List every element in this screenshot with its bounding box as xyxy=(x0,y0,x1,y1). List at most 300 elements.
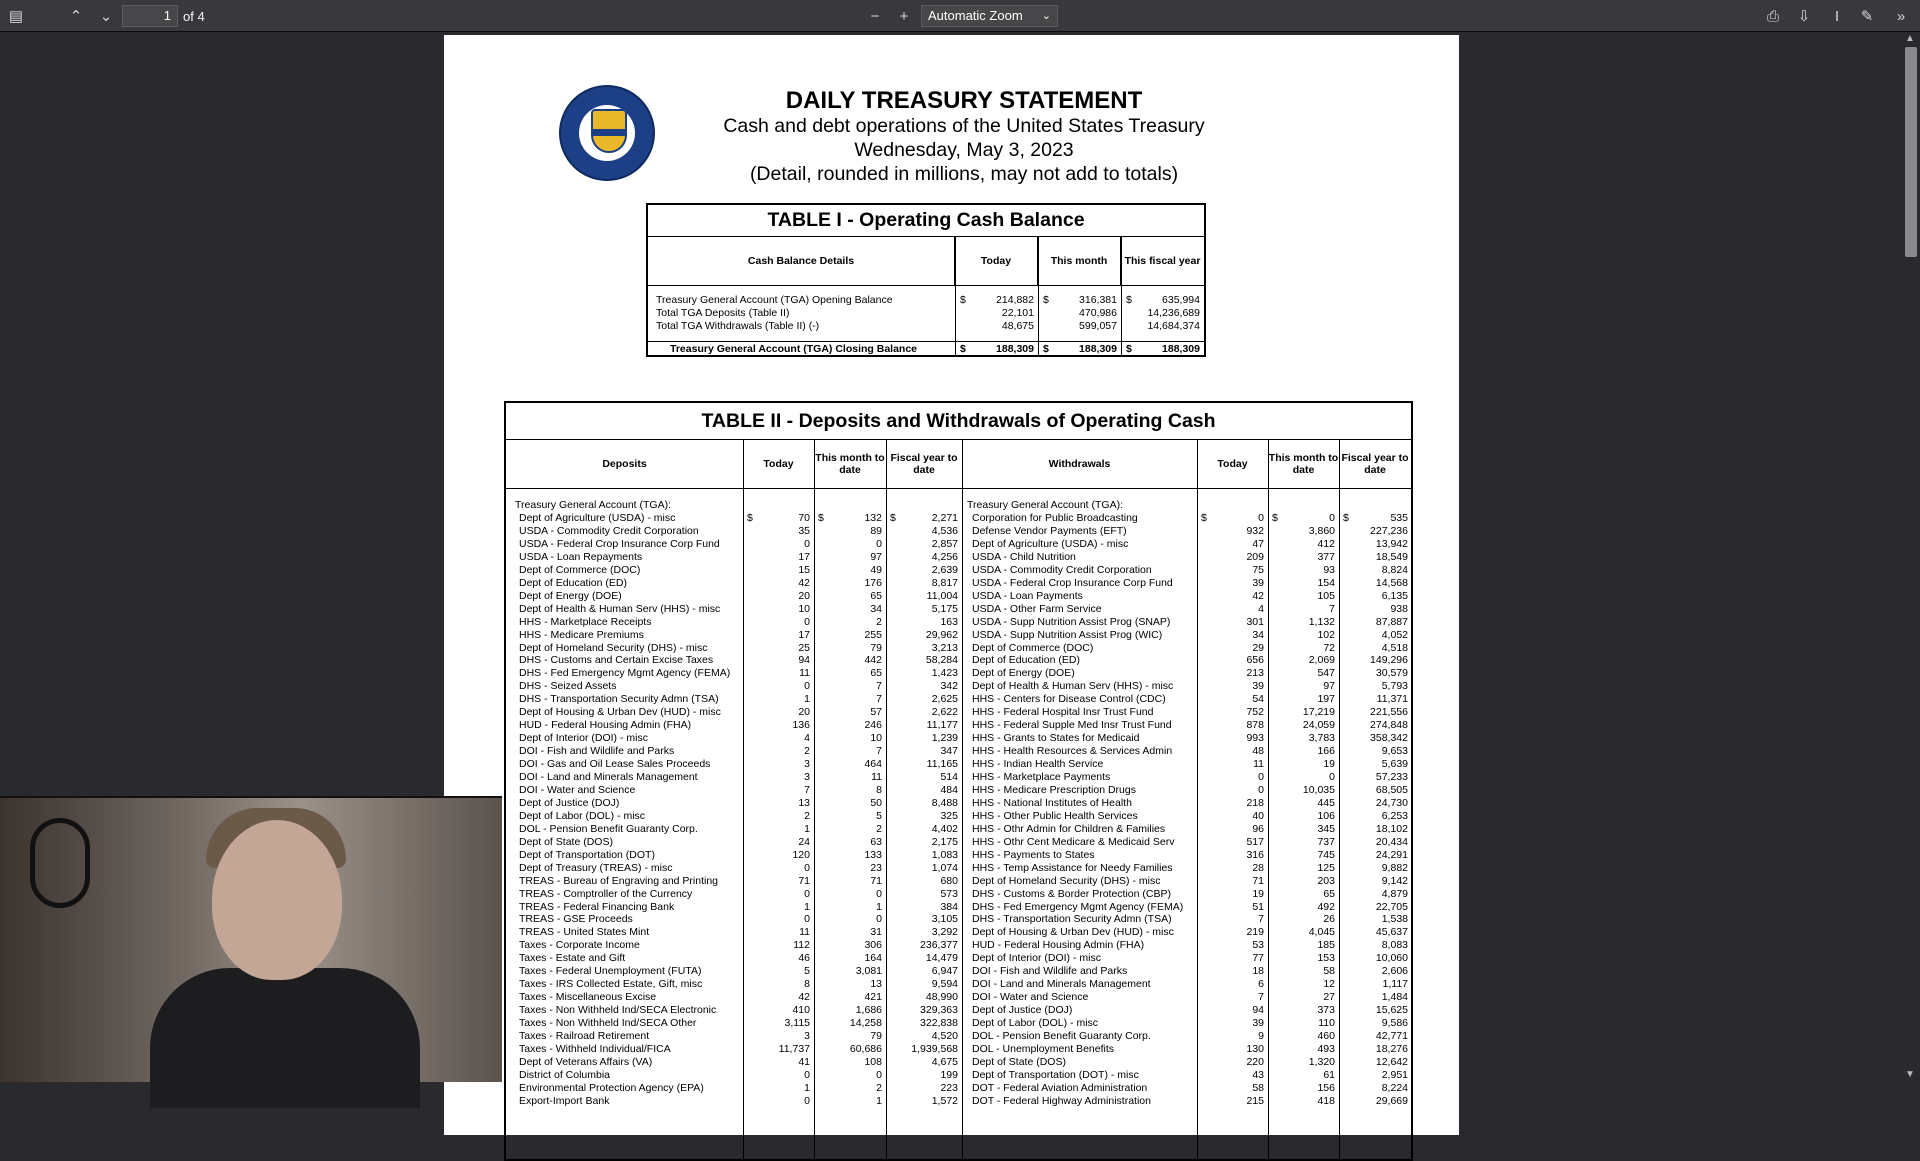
deposit-label: Taxes - Miscellaneous Excise xyxy=(519,991,657,1004)
deposit-fy: 3,105 xyxy=(931,913,958,926)
table2-header-wd-month: This month to date xyxy=(1268,452,1339,476)
withdrawal-row xyxy=(962,810,1411,823)
withdrawal-label: Dept of Transportation (DOT) - misc xyxy=(972,1068,1139,1081)
vertical-scrollbar[interactable] xyxy=(1902,33,1920,1080)
withdrawal-fy: 12,642 xyxy=(1375,1055,1408,1068)
deposit-label: DOI - Gas and Oil Lease Sales Proceeds xyxy=(519,758,711,771)
deposit-fy: 1,939,568 xyxy=(911,1042,958,1055)
deposit-month: 11 xyxy=(871,771,882,783)
withdrawal-fy: 5,793 xyxy=(1381,680,1408,693)
deposit-month: 8 xyxy=(876,783,882,796)
deposit-label: Dept of Housing & Urban Dev (HUD) - misc xyxy=(519,706,721,719)
deposit-row xyxy=(506,551,962,564)
deposit-today: 0 xyxy=(804,1094,810,1107)
deposit-row xyxy=(506,1069,962,1082)
deposit-month: 60,686 xyxy=(849,1042,882,1055)
print-icon[interactable]: ⎙ xyxy=(1766,7,1779,25)
deposit-label: Dept of Transportation (DOT) xyxy=(519,848,655,861)
withdrawal-today: 43 xyxy=(1252,1068,1264,1081)
dollar-sign: $ xyxy=(1272,512,1278,524)
scroll-thumb[interactable] xyxy=(1905,47,1917,257)
withdrawal-month: 7 xyxy=(1329,602,1335,615)
withdrawal-row xyxy=(962,1082,1411,1095)
deposit-today: 410 xyxy=(792,1004,810,1017)
deposit-month: 2 xyxy=(876,1081,882,1094)
deposit-today: 70 xyxy=(798,512,810,524)
withdrawal-today: 39 xyxy=(1252,680,1264,693)
deposit-month: 3,081 xyxy=(855,965,882,978)
deposit-today: 0 xyxy=(804,861,810,874)
table2-header-dep-today: Today xyxy=(763,458,794,470)
withdrawal-today: 130 xyxy=(1246,1042,1264,1055)
withdrawal-fy: 9,882 xyxy=(1381,861,1408,874)
withdrawal-row xyxy=(962,926,1411,939)
zoom-in-icon[interactable]: + xyxy=(899,7,909,25)
deposit-row xyxy=(506,1095,962,1108)
withdrawal-today: 656 xyxy=(1246,654,1264,667)
fiscal-service-seal xyxy=(559,85,655,181)
withdrawal-month: 0 xyxy=(1329,771,1335,783)
withdrawal-label: USDA - Federal Crop Insurance Corp Fund xyxy=(972,576,1173,589)
deposit-row xyxy=(506,875,962,888)
closing-today: 188,309 xyxy=(996,343,1034,355)
withdrawal-row xyxy=(962,732,1411,745)
deposit-fy: 11,165 xyxy=(926,758,958,771)
withdrawal-fy: 22,705 xyxy=(1375,900,1408,913)
page-number-input[interactable]: 1 xyxy=(122,5,178,27)
withdrawal-label: Dept of State (DOS) xyxy=(972,1055,1066,1068)
withdrawal-month: 19 xyxy=(1323,758,1335,771)
withdrawal-label: DOI - Water and Science xyxy=(972,991,1089,1004)
withdrawal-row xyxy=(962,551,1411,564)
deposit-label: Dept of Agriculture (USDA) - misc xyxy=(519,512,676,524)
page-down-icon[interactable]: ⌄ xyxy=(99,8,113,25)
withdrawal-row xyxy=(962,862,1411,875)
deposit-row xyxy=(506,758,962,771)
draw-icon[interactable]: ✎ xyxy=(1860,8,1874,25)
deposit-today: 17 xyxy=(798,628,810,641)
withdrawal-month: 166 xyxy=(1317,745,1335,758)
deposit-row xyxy=(506,642,962,655)
table1-divider xyxy=(955,237,956,355)
deposit-month: 13 xyxy=(870,978,882,991)
deposit-today: 0 xyxy=(804,615,810,628)
deposit-month: 89 xyxy=(870,524,882,537)
withdrawal-label: HHS - Othr Admin for Children & Families xyxy=(972,822,1166,835)
deposit-label: TREAS - Bureau of Engraving and Printing xyxy=(519,874,719,887)
deposit-row xyxy=(506,693,962,706)
deposit-fy: 2,622 xyxy=(931,706,958,719)
withdrawal-row xyxy=(962,1043,1411,1056)
page-up-icon[interactable]: ⌃ xyxy=(69,8,83,25)
deposit-fy: 9,594 xyxy=(931,978,958,991)
table1-header-details: Cash Balance Details xyxy=(648,237,955,285)
deposit-today: 1 xyxy=(804,822,810,835)
withdrawal-month: 153 xyxy=(1317,952,1335,965)
deposit-month: 2 xyxy=(876,615,882,628)
withdrawal-month: 93 xyxy=(1323,563,1335,576)
withdrawal-month: 445 xyxy=(1317,796,1335,809)
withdrawal-row xyxy=(962,978,1411,991)
table-operating-cash-balance xyxy=(646,203,1206,357)
seal-band xyxy=(591,129,627,136)
withdrawal-fy: 9,586 xyxy=(1381,1017,1408,1030)
deposit-fy: 573 xyxy=(940,887,958,900)
withdrawal-fy: 9,653 xyxy=(1381,745,1408,758)
withdrawal-fy: 68,505 xyxy=(1375,783,1408,796)
deposit-row xyxy=(506,771,962,784)
deposit-today: 20 xyxy=(798,706,810,719)
withdrawal-fy: 535 xyxy=(1390,512,1408,524)
withdrawal-row xyxy=(962,577,1411,590)
deposit-row xyxy=(506,862,962,875)
withdrawal-month: 493 xyxy=(1317,1042,1335,1055)
deposit-fy: 11,177 xyxy=(926,719,958,732)
withdrawal-row xyxy=(962,629,1411,642)
withdrawal-fy: 18,276 xyxy=(1375,1042,1408,1055)
deposit-today: 41 xyxy=(798,1055,810,1068)
withdrawal-today: 54 xyxy=(1252,693,1264,706)
withdrawal-label: Dept of Housing & Urban Dev (HUD) - misc xyxy=(972,926,1174,939)
withdrawal-label: USDA - Commodity Credit Corporation xyxy=(972,563,1152,576)
withdrawal-today: 58 xyxy=(1252,1081,1264,1094)
withdrawal-fy: 4,518 xyxy=(1381,641,1408,654)
withdrawal-label: HHS - Indian Health Service xyxy=(972,758,1104,771)
withdrawal-label: HHS - National Institutes of Health xyxy=(972,796,1132,809)
withdrawal-label: Dept of Agriculture (USDA) - misc xyxy=(972,537,1129,550)
deposit-today: 10 xyxy=(798,602,810,615)
deposit-row xyxy=(506,991,962,1004)
deposit-row xyxy=(506,603,962,616)
withdrawal-today: 94 xyxy=(1252,1004,1264,1017)
text-select-icon[interactable]: I xyxy=(1834,7,1840,25)
table2-header-dep-fy: Fiscal year to date xyxy=(890,452,958,476)
withdrawal-row xyxy=(962,745,1411,758)
withdrawal-row xyxy=(962,849,1411,862)
withdrawal-fy: 4,879 xyxy=(1381,887,1408,900)
withdrawal-month: 24,059 xyxy=(1302,719,1335,732)
deposit-fy: 1,074 xyxy=(931,861,958,874)
withdrawal-fy: 24,291 xyxy=(1375,848,1408,861)
deposit-today: 42 xyxy=(798,991,810,1004)
withdrawal-fy: 24,730 xyxy=(1375,796,1408,809)
closing-fy: 188,309 xyxy=(1162,343,1200,355)
deposit-today: 11 xyxy=(799,926,810,939)
document-subtitle: Cash and debt operations of the United States Treasury xyxy=(723,115,1205,137)
withdrawal-row xyxy=(962,706,1411,719)
deposit-row xyxy=(506,577,962,590)
deposit-fy: 2,625 xyxy=(931,693,958,706)
withdrawal-row xyxy=(962,952,1411,965)
more-tools-icon[interactable]: » xyxy=(1896,7,1906,25)
deposit-today: 71 xyxy=(798,874,810,887)
withdrawal-today: 7 xyxy=(1258,913,1264,926)
withdrawal-row xyxy=(962,784,1411,797)
deposit-month: 255 xyxy=(864,628,882,641)
withdrawal-fy: 227,236 xyxy=(1370,524,1408,537)
webcam-person-body xyxy=(150,968,420,1108)
withdrawal-row xyxy=(962,512,1411,525)
table2-header-dep-month: This month to date xyxy=(815,452,885,476)
deposit-row xyxy=(506,1056,962,1069)
withdrawal-today: 77 xyxy=(1252,952,1264,965)
deposit-fy: 29,962 xyxy=(925,628,958,641)
deposit-today: 11 xyxy=(799,667,810,680)
withdrawal-row xyxy=(962,680,1411,693)
closing-month: 188,309 xyxy=(1079,343,1117,355)
deposit-label: Dept of Commerce (DOC) xyxy=(519,563,641,576)
withdrawal-row xyxy=(962,719,1411,732)
deposit-fy: 58,284 xyxy=(925,654,958,667)
deposit-row xyxy=(506,965,962,978)
deposit-fy: 223 xyxy=(940,1081,958,1094)
deposit-label: TREAS - United States Mint xyxy=(519,926,650,939)
deposit-today: 2 xyxy=(804,745,810,758)
deposit-today: 3 xyxy=(804,771,810,783)
withdrawal-label: DOL - Unemployment Benefits xyxy=(972,1042,1115,1055)
deposit-today: 3 xyxy=(804,758,810,771)
deposit-month: 14,258 xyxy=(849,1017,882,1030)
withdrawal-today: 932 xyxy=(1246,524,1264,537)
table2-header-withdrawals: Withdrawals xyxy=(1048,458,1111,470)
withdrawal-month: 2,069 xyxy=(1308,654,1335,667)
deposit-month: 176 xyxy=(864,576,882,589)
withdrawal-fy: 87,887 xyxy=(1375,615,1408,628)
deposit-month: 306 xyxy=(864,939,882,952)
deposit-fy: 8,817 xyxy=(931,576,958,589)
withdrawal-fy: 57,233 xyxy=(1375,771,1408,783)
withdrawal-month: 58 xyxy=(1323,965,1335,978)
withdrawal-fy: 938 xyxy=(1390,602,1408,615)
withdrawal-row xyxy=(962,758,1411,771)
withdrawal-row xyxy=(962,1069,1411,1082)
deposit-today: 136 xyxy=(792,719,810,732)
deposit-row xyxy=(506,913,962,926)
dollar-sign: $ xyxy=(818,512,824,524)
withdrawal-today: 219 xyxy=(1246,926,1264,939)
sidebar-toggle-icon[interactable]: ▤ xyxy=(8,8,24,25)
withdrawal-month: 377 xyxy=(1317,550,1335,563)
row-today: 22,101 xyxy=(1001,307,1034,319)
dollar-sign: $ xyxy=(960,294,966,306)
withdrawal-row xyxy=(962,667,1411,680)
withdrawal-row xyxy=(962,797,1411,810)
withdrawal-month: 27 xyxy=(1323,991,1335,1004)
dollar-sign: $ xyxy=(1126,343,1132,355)
withdrawal-month: 0 xyxy=(1329,512,1335,524)
table2-title: TABLE II - Deposits and Withdrawals of Operating Cash xyxy=(506,403,1411,440)
withdrawal-row xyxy=(962,1056,1411,1069)
deposit-fy: 2,175 xyxy=(931,835,958,848)
table1-title: TABLE I - Operating Cash Balance xyxy=(648,205,1204,237)
withdrawal-row xyxy=(962,564,1411,577)
withdrawal-month: 373 xyxy=(1317,1004,1335,1017)
withdrawal-label: Dept of Justice (DOJ) xyxy=(972,1004,1073,1017)
withdrawal-today: 39 xyxy=(1252,576,1264,589)
withdrawal-label: HHS - Other Public Health Services xyxy=(972,809,1138,822)
table2-header-wd-fy: Fiscal year to date xyxy=(1341,452,1409,476)
withdrawal-today: 209 xyxy=(1246,550,1264,563)
withdrawal-fy: 9,142 xyxy=(1381,874,1408,887)
deposit-label: Dept of Labor (DOL) - misc xyxy=(519,809,646,822)
withdrawal-month: 10,035 xyxy=(1302,783,1335,796)
withdrawal-row xyxy=(962,590,1411,603)
withdrawal-month: 492 xyxy=(1317,900,1335,913)
withdrawal-today: 0 xyxy=(1258,512,1264,524)
withdrawal-month: 4,045 xyxy=(1308,926,1335,939)
headset-on-wall xyxy=(30,818,90,908)
withdrawal-today: 51 xyxy=(1252,900,1264,913)
deposit-label: Taxes - Federal Unemployment (FUTA) xyxy=(519,965,702,978)
deposit-month: 97 xyxy=(870,550,882,563)
deposit-label: USDA - Federal Crop Insurance Corp Fund xyxy=(519,537,720,550)
deposit-row xyxy=(506,926,962,939)
withdrawal-row xyxy=(962,603,1411,616)
deposit-month: 0 xyxy=(876,1068,882,1081)
deposit-month: 57 xyxy=(870,706,882,719)
deposit-month: 7 xyxy=(876,693,882,706)
deposit-fy: 5,175 xyxy=(931,602,958,615)
zoom-select[interactable] xyxy=(921,5,1058,27)
deposit-fy: 6,947 xyxy=(931,965,958,978)
chevron-down-icon: ⌄ xyxy=(1041,10,1051,22)
deposit-today: 17 xyxy=(798,550,810,563)
withdrawal-row xyxy=(962,525,1411,538)
deposit-today: 94 xyxy=(798,654,810,667)
deposit-row xyxy=(506,939,962,952)
withdrawal-label: Dept of Education (ED) xyxy=(972,654,1080,667)
zoom-out-icon[interactable]: − xyxy=(870,7,880,25)
deposit-today: 42 xyxy=(798,576,810,589)
deposit-month: 65 xyxy=(870,589,882,602)
withdrawal-month: 106 xyxy=(1317,809,1335,822)
deposit-row xyxy=(506,512,962,525)
withdrawal-row xyxy=(962,913,1411,926)
deposit-fy: 514 xyxy=(940,771,958,783)
withdrawal-today: 316 xyxy=(1246,848,1264,861)
withdrawal-label: HHS - Payments to States xyxy=(972,848,1095,861)
withdrawal-month: 156 xyxy=(1317,1081,1335,1094)
pdf-toolbar xyxy=(0,0,1920,32)
withdrawal-row xyxy=(962,901,1411,914)
dollar-sign: $ xyxy=(890,512,896,524)
withdrawal-row xyxy=(962,991,1411,1004)
deposit-label: Export-Import Bank xyxy=(519,1094,610,1107)
withdrawal-label: DOI - Land and Minerals Management xyxy=(972,978,1151,991)
webcam-overlay xyxy=(0,796,502,1080)
table1-divider xyxy=(1121,237,1122,355)
table2-header-wd-today: Today xyxy=(1217,458,1248,470)
deposit-label: USDA - Commodity Credit Corporation xyxy=(519,524,699,537)
withdrawal-row xyxy=(962,616,1411,629)
row-today: 214,882 xyxy=(996,294,1034,306)
deposit-today: 35 xyxy=(798,524,810,537)
withdrawal-fy: 20,434 xyxy=(1375,835,1408,848)
deposit-month: 10 xyxy=(870,732,882,745)
withdrawal-today: 18 xyxy=(1252,965,1264,978)
withdrawal-row xyxy=(962,888,1411,901)
withdrawal-fy: 1,117 xyxy=(1382,978,1408,991)
deposit-row xyxy=(506,1030,962,1043)
withdrawal-row xyxy=(962,836,1411,849)
deposit-row xyxy=(506,797,962,810)
deposit-fy: 322,838 xyxy=(920,1017,958,1030)
deposit-row xyxy=(506,810,962,823)
deposit-fy: 4,536 xyxy=(931,524,958,537)
withdrawal-row xyxy=(962,1030,1411,1043)
deposit-today: 4 xyxy=(804,732,810,745)
deposit-row xyxy=(506,784,962,797)
deposit-month: 0 xyxy=(876,537,882,550)
deposit-fy: 1,572 xyxy=(931,1094,958,1107)
withdrawal-fy: 1,484 xyxy=(1381,991,1408,1004)
withdrawal-fy: 5,639 xyxy=(1381,758,1408,771)
withdrawal-today: 39 xyxy=(1252,1017,1264,1030)
deposit-fy: 325 xyxy=(940,809,958,822)
withdrawal-today: 53 xyxy=(1252,939,1264,952)
dollar-sign: $ xyxy=(747,512,753,524)
deposit-fy: 4,402 xyxy=(931,822,958,835)
withdrawal-label: USDA - Child Nutrition xyxy=(972,550,1076,563)
withdrawal-label: DHS - Transportation Security Admn (TSA) xyxy=(972,913,1172,926)
deposit-month: 0 xyxy=(876,887,882,900)
deposit-label: DOI - Fish and Wildlife and Parks xyxy=(519,745,675,758)
withdrawal-fy: 10,060 xyxy=(1375,952,1408,965)
deposit-fy: 1,083 xyxy=(931,848,958,861)
dollar-sign: $ xyxy=(1201,512,1207,524)
withdrawal-month: 72 xyxy=(1323,641,1335,654)
deposit-label: TREAS - Comptroller of the Currency xyxy=(519,887,693,900)
deposit-label: Environmental Protection Agency (EPA) xyxy=(519,1081,704,1094)
withdrawal-today: 0 xyxy=(1258,771,1264,783)
withdrawal-label: DOI - Fish and Wildlife and Parks xyxy=(972,965,1128,978)
deposit-month: 65 xyxy=(870,667,882,680)
deposit-label: Taxes - IRS Collected Estate, Gift, misc xyxy=(519,978,703,991)
deposit-today: 3 xyxy=(804,1030,810,1042)
withdrawal-month: 418 xyxy=(1317,1094,1335,1107)
row-month: 599,057 xyxy=(1079,320,1117,332)
withdrawal-month: 154 xyxy=(1317,576,1335,589)
withdrawal-today: 29 xyxy=(1252,641,1264,654)
deposit-row xyxy=(506,1004,962,1017)
withdrawal-row xyxy=(962,1017,1411,1030)
deposit-today: 13 xyxy=(798,796,810,809)
withdrawal-month: 203 xyxy=(1317,874,1335,887)
withdrawal-today: 11 xyxy=(1253,758,1264,771)
deposit-row xyxy=(506,888,962,901)
withdrawal-fy: 149,296 xyxy=(1370,654,1408,667)
withdrawal-month: 105 xyxy=(1317,589,1335,602)
deposit-fy: 4,520 xyxy=(931,1030,958,1042)
scroll-down-icon[interactable]: ▼ xyxy=(1905,1069,1915,1080)
deposit-label: DOL - Pension Benefit Guaranty Corp. xyxy=(519,822,698,835)
table2-header-rule xyxy=(506,488,1411,489)
withdrawal-fy: 42,771 xyxy=(1375,1030,1408,1042)
withdrawal-fy: 8,224 xyxy=(1381,1081,1408,1094)
deposit-fy: 11,004 xyxy=(926,589,958,602)
scroll-up-icon[interactable]: ▲ xyxy=(1905,33,1915,44)
deposit-row xyxy=(506,616,962,629)
deposit-row xyxy=(506,525,962,538)
withdrawal-month: 1,320 xyxy=(1308,1055,1335,1068)
withdrawal-label: HHS - Health Resources & Services Admin xyxy=(972,745,1173,758)
deposit-month: 31 xyxy=(870,926,882,939)
save-icon[interactable]: ⇩ xyxy=(1797,8,1811,25)
deposit-fy: 8,488 xyxy=(931,796,958,809)
withdrawal-fy: 6,135 xyxy=(1381,589,1408,602)
deposit-month: 0 xyxy=(876,913,882,926)
deposit-row xyxy=(506,745,962,758)
